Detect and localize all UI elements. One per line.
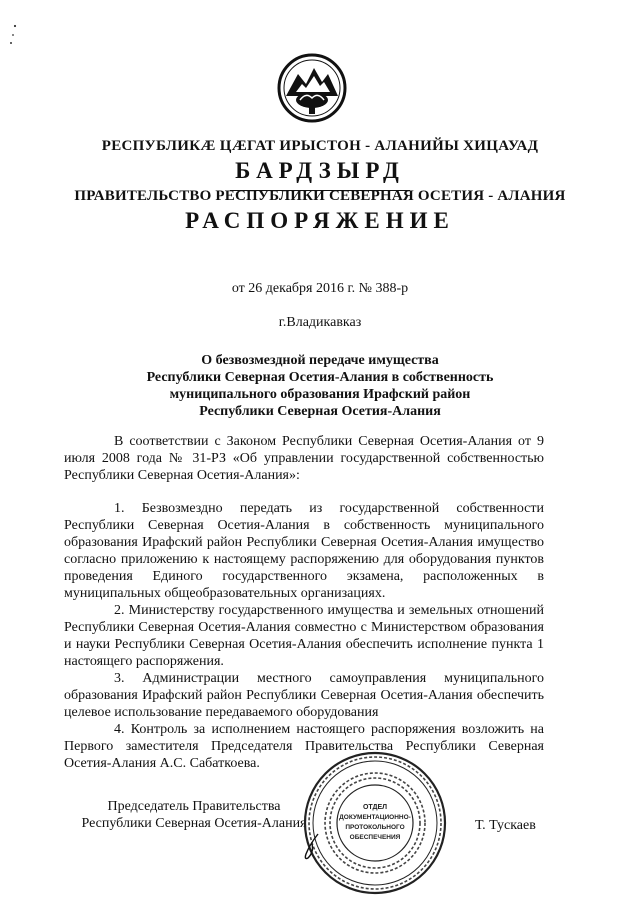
stamp-text-line: ПРОТОКОЛЬНОГО [345,824,405,831]
header-ossetian-title: БАРДЗЫРД [235,158,405,183]
signatory-position-line: Председатель Правительства [107,799,281,814]
stamp-text-line: ОБЕСПЕЧЕНИЯ [349,834,401,841]
signatory-position [64,798,324,832]
stamp-text-line: ДОКУМЕНТАЦИОННО- [339,814,411,821]
date-number: от 26 декабря 2016 г. № 388-р [231,281,409,296]
order-title [60,352,580,420]
clause-1: 1. Безвозмездно передать из государственной собственности Республики Северная Осетия-Алания в собственность муниципального образования Ирафский район Республики Северная Осетия-Алания имущество согласно приложению к настоящему распоряжению для оборудования пунктов проведения Единого государственного экзамена, расположенных в муниципальных общеобразовательных организациях. [64,501,544,601]
order-title-line: Республики Северная Осетия-Алания [199,404,441,419]
order-title-line: муниципального образования Ирафский район [169,387,471,402]
order-title-line: Республики Северная Осетия-Алания в собственность [146,370,494,385]
stamp-text-line: ОТДЕЛ [362,804,388,811]
clause-4: 4. Контроль за исполнением настоящего распоряжения возложить на Первого заместителя Председателя Правительства Республики Северная Осетия-Алания А.С. Сабаткоева. [64,722,544,771]
scan-specks [6,20,20,50]
handwritten-signature [300,832,324,862]
preamble-paragraph: В соответствии с Законом Республики Северная Осетия-Алания от 9 июля 2008 года № 31-РЗ «Об управлении государственной собственностью Республики Северная Осетия-Алания»: [64,434,544,483]
signatory-position-line: Республики Северная Осетия-Алания [81,816,307,831]
city: г.Владикавказ [278,315,362,330]
header-russian-line: ПРАВИТЕЛЬСТВО РЕСПУБЛИКИ СЕВЕРНАЯ ОСЕТИЯ - АЛАНИЯ [74,188,566,204]
signatory-name: Т. Тускаев [475,818,536,833]
official-stamp [300,748,450,898]
order-title-line: О безвозмездной передаче имущества [201,353,439,368]
clause-2: 2. Министерству государственного имущества и земельных отношений Республики Северная Осетия-Алания совместно с Министерством образования и науки Республики Северная Осетия-Алания обеспечить исполнение пункта 1 настоящего распоряжения. [64,603,544,669]
order-body [64,433,544,772]
header-ossetian-line: РЕСПУБЛИКӔ ЦӔГАТ ИРЫСТОН - АЛАНИЙЫ ХИЦАУАД [101,138,539,154]
clause-3: 3. Администрации местного самоуправления муниципального образования Ирафский район Республики Северная Осетия-Алания обеспечить целевое использование передаваемого оборудования [64,671,544,720]
coat-of-arms-emblem [276,52,348,124]
header-russian-title: РАСПОРЯЖЕНИЕ [185,208,455,233]
